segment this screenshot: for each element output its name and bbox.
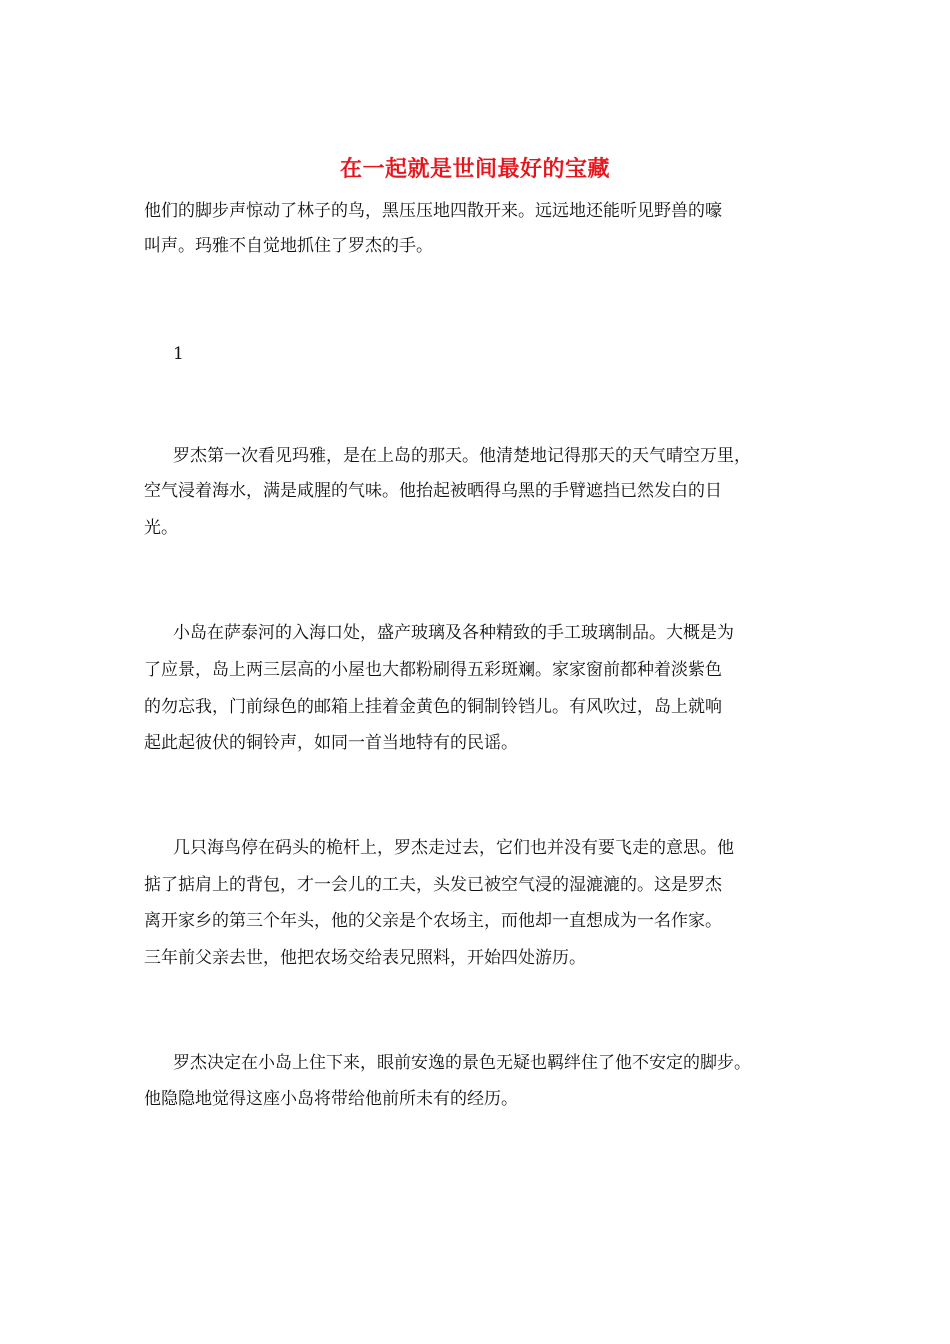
paragraph-line: 罗杰第一次看见玛雅，是在上岛的那天。他清楚地记得那天的天气晴空万里， — [173, 446, 751, 466]
paragraph-line: 了应景，岛上两三层高的小屋也大都粉刷得五彩斑斓。家家窗前都种着淡紫色 — [144, 660, 722, 680]
paragraph-line: 几只海鸟停在码头的桅杆上，罗杰走过去，它们也并没有要飞走的意思。他 — [173, 838, 734, 858]
intro-line: 叫声。玛雅不自觉地抓住了罗杰的手。 — [144, 236, 433, 256]
paragraph-line: 离开家乡的第三个年头，他的父亲是个农场主，而他却一直想成为一名作家。 — [144, 911, 722, 931]
paragraph-line: 掂了掂肩上的背包，才一会儿的工夫，头发已被空气浸的湿漉漉的。这是罗杰 — [144, 875, 722, 895]
paragraph-line: 罗杰决定在小岛上住下来，眼前安逸的景色无疑也羁绊住了他不安定的脚步。 — [173, 1053, 751, 1073]
intro-line: 他们的脚步声惊动了林子的鸟，黑压压地四散开来。远远地还能听见野兽的嚎 — [144, 201, 722, 221]
document-title: 在一起就是世间最好的宝藏 — [339, 156, 610, 182]
paragraph-line: 光。 — [144, 518, 178, 538]
paragraph-line: 小岛在萨泰河的入海口处，盛产玻璃及各种精致的手工玻璃制品。大概是为 — [173, 623, 734, 643]
paragraph-line: 他隐隐地觉得这座小岛将带给他前所未有的经历。 — [144, 1089, 518, 1109]
section-number: 1 — [173, 344, 184, 364]
paragraph-line: 的勿忘我，门前绿色的邮箱上挂着金黄色的铜制铃铛儿。有风吹过，岛上就响 — [144, 697, 722, 717]
paragraph-line: 起此起彼伏的铜铃声，如同一首当地特有的民谣。 — [144, 733, 518, 753]
paragraph-line: 三年前父亲去世，他把农场交给表兄照料，开始四处游历。 — [144, 948, 586, 968]
paragraph-line: 空气浸着海水，满是咸腥的气味。他抬起被晒得乌黑的手臂遮挡已然发白的日 — [144, 481, 722, 501]
